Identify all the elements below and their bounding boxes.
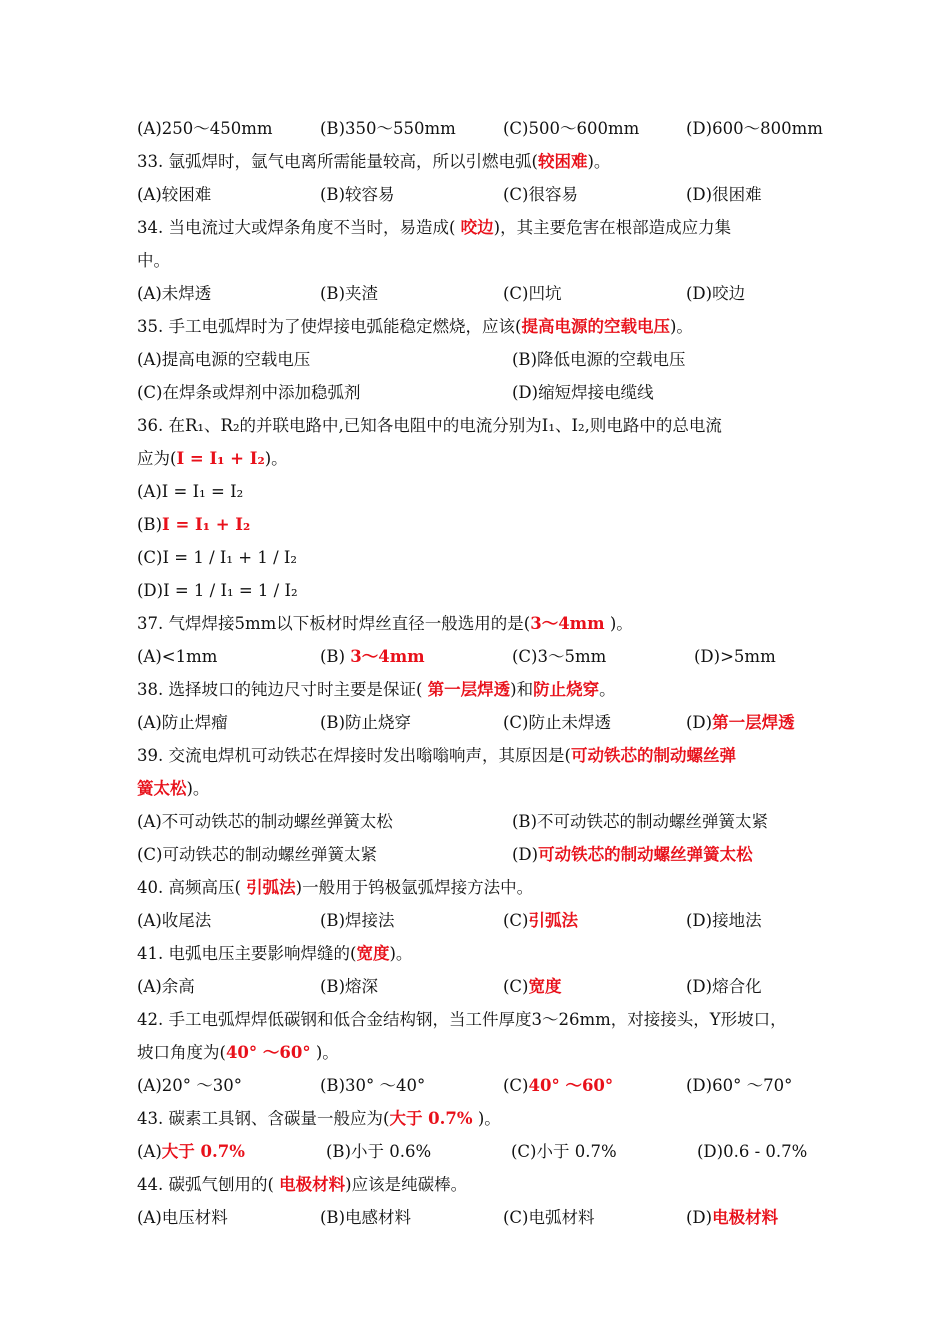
q37-option-b: (B) 3～4mm	[320, 647, 425, 666]
q39-option-a: (A)不可动铁芯的制动螺丝弹簧太松	[137, 812, 393, 831]
q36-answer: I = I₁ + I₂	[176, 449, 265, 468]
q35-option-b: (B)降低电源的空载电压	[512, 350, 686, 369]
q42-option-a: (A)20° ～30°	[137, 1076, 243, 1095]
q35-option-a: (A)提高电源的空载电压	[137, 350, 311, 369]
question-36-cont: 应为(I = I₁ + I₂)。	[137, 449, 288, 468]
q41-option-c: (C)宽度	[503, 977, 562, 996]
question-42-cont: 坡口角度为(40° ～60° )。	[137, 1043, 339, 1062]
q40-option-c: (C)引弧法	[503, 911, 578, 930]
q44-option-d: (D)电极材料	[686, 1208, 779, 1227]
q34-option-b: (B)夹渣	[320, 284, 378, 303]
question-44: 44. 碳弧气刨用的( 电极材料)应该是纯碳棒。	[137, 1175, 468, 1194]
q38-answer-2: 防止烧穿	[533, 680, 600, 699]
q33-option-a: (A)较困难	[137, 185, 212, 204]
q35-option-d: (D)缩短焊接电缆线	[512, 383, 654, 402]
q32-option-a: (A)250～450mm	[137, 119, 273, 138]
q37-answer: 3～4mm	[530, 614, 605, 633]
q36-option-b: (B)I = I₁ + I₂	[137, 515, 251, 534]
q38-option-b: (B)防止烧穿	[320, 713, 411, 732]
q38-option-a: (A)防止焊瘤	[137, 713, 228, 732]
q39-option-d: (D)可动铁芯的制动螺丝弹簧太松	[512, 845, 753, 864]
q44-option-c: (C)电弧材料	[503, 1208, 595, 1227]
q40-option-b: (B)焊接法	[320, 911, 395, 930]
question-38: 38. 选择坡口的钝边尺寸时主要是保证( 第一层焊透)和防止烧穿。	[137, 680, 616, 699]
q40-answer: 引弧法	[246, 878, 296, 897]
q36-option-d: (D)I = 1 / I₁ = 1 / I₂	[137, 581, 298, 600]
q32-option-c: (C)500～600mm	[503, 119, 640, 138]
question-43: 43. 碳素工具钢、含碳量一般应为(大于 0.7% )。	[137, 1109, 501, 1128]
question-34-cont: 中。	[137, 251, 170, 270]
question-36: 36. 在R₁、R₂的并联电路中,已知各电阻中的电流分别为I₁、I₂,则电路中的总电流	[137, 416, 722, 435]
q32-option-d: (D)600～800mm	[686, 119, 823, 138]
q33-option-b: (B)较容易	[320, 185, 395, 204]
q41-option-b: (B)熔深	[320, 977, 378, 996]
question-39: 39. 交流电焊机可动铁芯在焊接时发出嗡嗡响声，其原因是(可动铁芯的制动螺丝弹	[137, 746, 736, 765]
q41-option-d: (D)熔合化	[686, 977, 762, 996]
question-34: 34. 当电流过大或焊条角度不当时，易造成( 咬边)，其主要危害在根部造成应力集	[137, 218, 732, 237]
q35-option-c: (C)在焊条或焊剂中添加稳弧剂	[137, 383, 361, 402]
q40-option-d: (D)接地法	[686, 911, 762, 930]
question-37: 37. 气焊焊接5mm以下板材时焊丝直径一般选用的是(3～4mm )。	[137, 614, 633, 633]
q43-option-b: (B)小于 0.6%	[326, 1142, 432, 1161]
question-35: 35. 手工电弧焊时为了使焊接电弧能稳定燃烧，应该(提高电源的空载电压)。	[137, 317, 693, 336]
q43-answer: 大于 0.7%	[389, 1109, 473, 1128]
q37-option-a: (A)<1mm	[137, 647, 218, 666]
question-40: 40. 高频高压( 引弧法)一般用于钨极氩弧焊接方法中。	[137, 878, 534, 897]
q33-option-d: (D)很困难	[686, 185, 762, 204]
q43-option-c: (C)小于 0.7%	[511, 1142, 617, 1161]
q41-answer: 宽度	[356, 944, 390, 963]
q44-option-b: (B)电感材料	[320, 1208, 411, 1227]
question-39-cont: 簧太松)。	[137, 779, 210, 798]
q42-option-c: (C)40° ～60°	[503, 1076, 614, 1095]
q34-option-a: (A)未焊透	[137, 284, 212, 303]
question-42: 42. 手工电弧焊焊低碳钢和低合金结构钢，当工件厚度3～26mm，对接接头，Y形坡口，	[137, 1010, 787, 1029]
q36-option-a: (A)I = I₁ = I₂	[137, 482, 244, 501]
q38-answer-1: 第一层焊透	[427, 680, 511, 699]
q39-answer: 可动铁芯的制动螺丝弹	[570, 746, 736, 765]
q32-option-b: (B)350～550mm	[320, 119, 456, 138]
q43-option-a: (A)大于 0.7%	[137, 1142, 245, 1161]
q44-answer: 电极材料	[279, 1175, 346, 1194]
q42-answer: 40° ～60°	[225, 1043, 311, 1062]
question-33: 33. 氩弧焊时，氩气电离所需能量较高，所以引燃电弧(较困难)。	[137, 152, 611, 171]
q36-option-c: (C)I = 1 / I₁ + 1 / I₂	[137, 548, 298, 567]
q42-option-b: (B)30° ～40°	[320, 1076, 426, 1095]
q33-option-c: (C)很容易	[503, 185, 578, 204]
q44-option-a: (A)电压材料	[137, 1208, 228, 1227]
q34-answer: 咬边	[460, 218, 494, 237]
question-41: 41. 电弧电压主要影响焊缝的(宽度)。	[137, 944, 413, 963]
q38-option-d: (D)第一层焊透	[686, 713, 795, 732]
q40-option-a: (A)收尾法	[137, 911, 212, 930]
q39-option-c: (C)可动铁芯的制动螺丝弹簧太紧	[137, 845, 377, 864]
q33-answer: 较困难	[537, 152, 588, 171]
q42-option-d: (D)60° ～70°	[686, 1076, 793, 1095]
q37-option-d: (D)>5mm	[694, 647, 776, 666]
q37-option-c: (C)3～5mm	[512, 647, 607, 666]
q34-option-c: (C)凹坑	[503, 284, 562, 303]
q35-answer: 提高电源的空载电压	[521, 317, 670, 336]
q39-option-b: (B)不可动铁芯的制动螺丝弹簧太紧	[512, 812, 768, 831]
q43-option-d: (D)0.6 - 0.7%	[697, 1142, 808, 1161]
q34-option-d: (D)咬边	[686, 284, 746, 303]
q38-option-c: (C)防止未焊透	[503, 713, 611, 732]
q41-option-a: (A)余高	[137, 977, 195, 996]
